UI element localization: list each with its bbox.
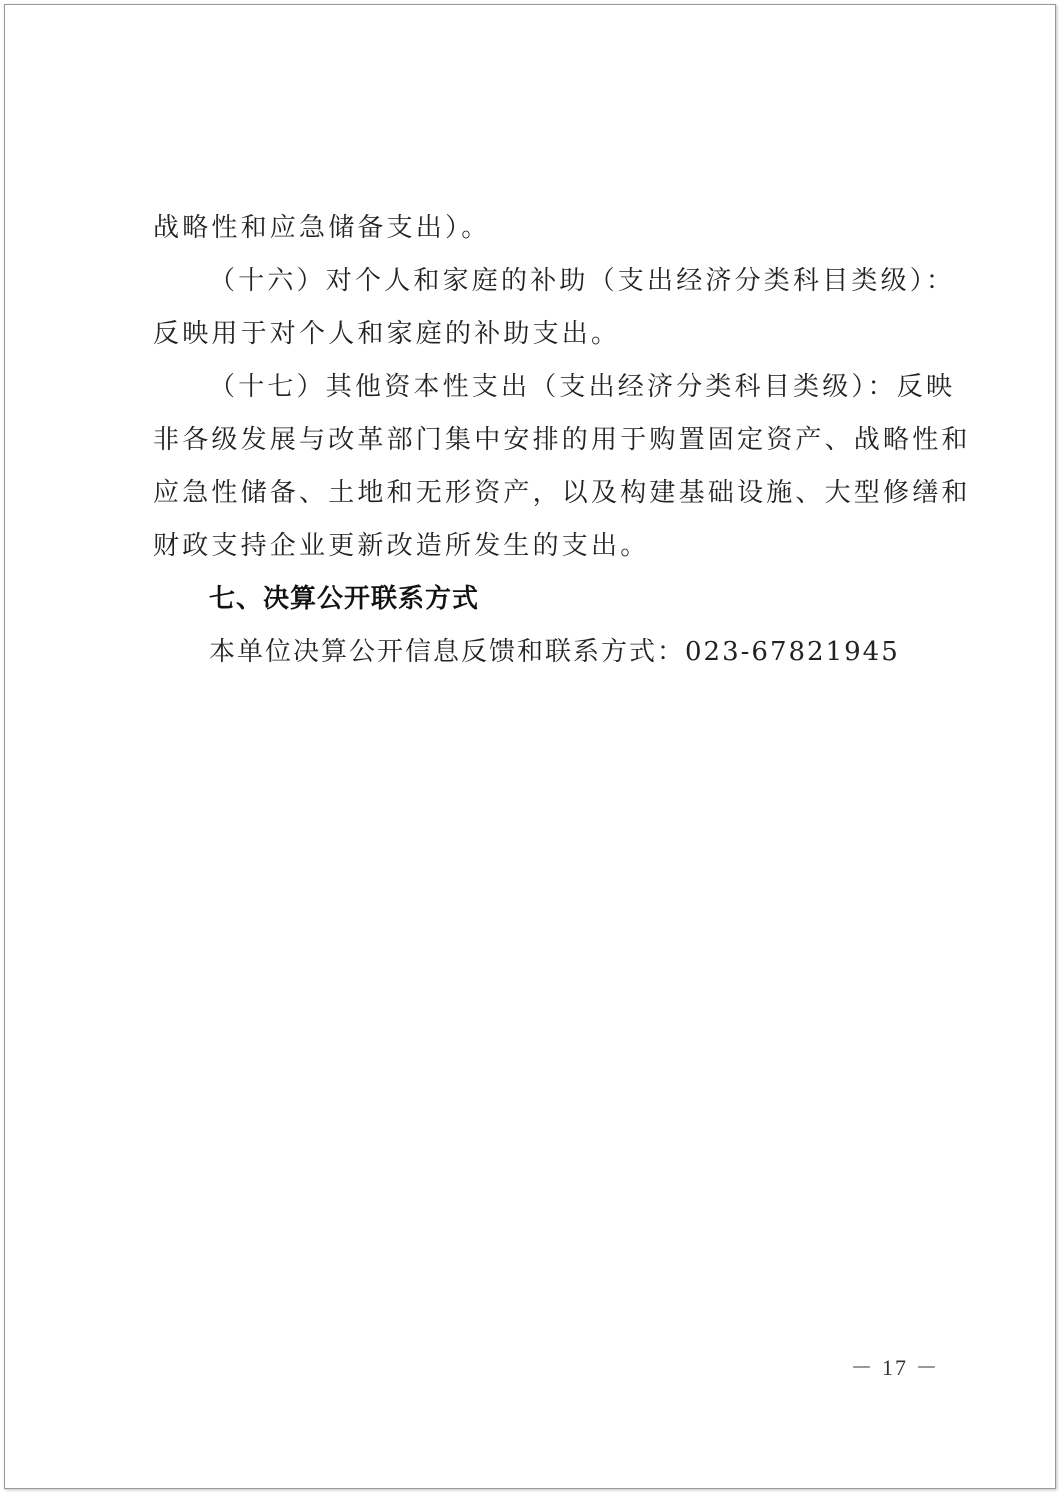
paragraph-line: （十六）对个人和家庭的补助（支出经济分类科目类级）： (209, 266, 956, 296)
contact-line: 本单位决算公开信息反馈和联系方式：023-67821945 (209, 637, 900, 667)
paragraph-line: 非各级发展与改革部门集中安排的用于购置固定资产、战略性和 (153, 425, 971, 455)
paragraph-line: 应急性储备、土地和无形资产，以及构建基础设施、大型修缮和 (153, 478, 971, 508)
paragraph-line: 战略性和应急储备支出）。 (153, 213, 491, 243)
page (4, 4, 1056, 1489)
paragraph-line: 反映用于对个人和家庭的补助支出。 (153, 319, 621, 349)
section-heading: 七、决算公开联系方式 (209, 584, 480, 614)
paragraph-line: （十七）其他资本性支出（支出经济分类科目类级）：反映 (209, 372, 956, 402)
page-number: － 17 － (850, 1355, 940, 1380)
paragraph-line: 财政支持企业更新改造所发生的支出。 (153, 531, 650, 561)
